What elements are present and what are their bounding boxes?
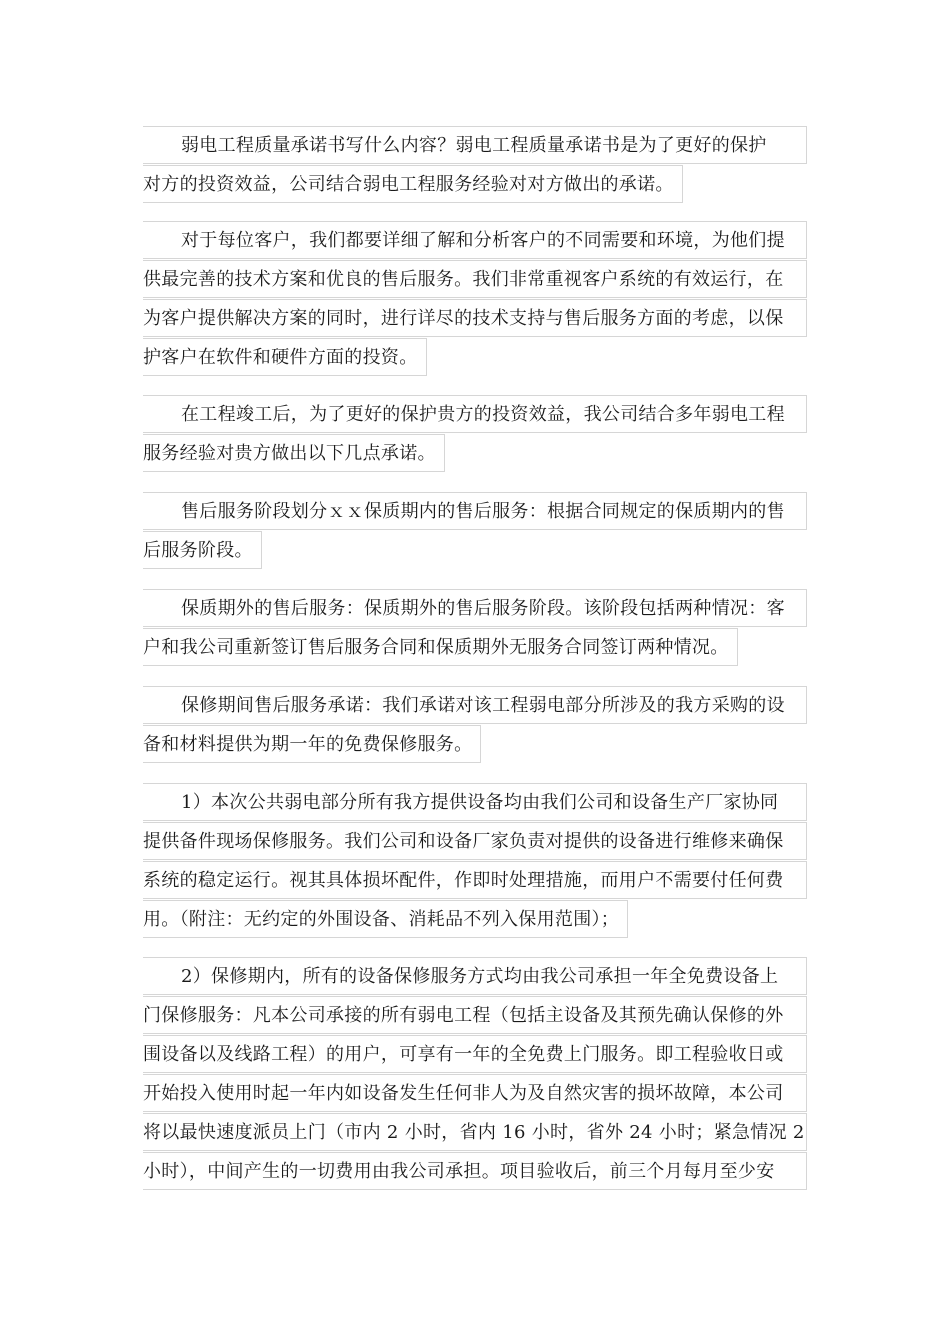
text-line: 保质期外的售后服务：保质期外的售后服务阶段。该阶段包括两种情况：客 [143,589,807,627]
text-line: 系统的稳定运行。视其具体损坏配件，作即时处理措施，而用户不需要付任何费 [143,861,807,899]
text-line: 围设备以及线路工程）的用户，可享有一年的全免费上门服务。即工程验收日或 [143,1035,807,1073]
text-line: 门保修服务：凡本公司承接的所有弱电工程（包括主设备及其预先确认保修的外 [143,996,807,1034]
text-line: 1）本次公共弱电部分所有我方提供设备均由我们公司和设备生产厂家协同 [143,783,807,821]
paragraph-intro [143,126,807,209]
text-line: 为客户提供解决方案的同时，进行详尽的技术支持与售后服务方面的考虑，以保 [143,299,807,337]
text-line: 后服务阶段。 [143,531,262,569]
text-line: 备和材料提供为期一年的免费保修服务。 [143,725,481,763]
paragraph-item-2 [143,957,807,1191]
text-line: 护客户在软件和硬件方面的投资。 [143,338,427,376]
text-line: 户和我公司重新签订售后服务合同和保质期外无服务合同签订两种情况。 [143,628,738,666]
paragraph-warranty-promise [143,686,807,769]
text-line: 售后服务阶段划分ｘｘ保质期内的售后服务：根据合同规定的保质期内的售 [143,492,807,530]
text-line: 提供备件现场保修服务。我们公司和设备厂家负责对提供的设备进行维修来确保 [143,822,807,860]
text-line: 保修期间售后服务承诺：我们承诺对该工程弱电部分所涉及的我方采购的设 [143,686,807,724]
text-line: 对于每位客户，我们都要详细了解和分析客户的不同需要和环境，为他们提 [143,221,807,259]
paragraph-completion-promise [143,395,807,478]
text-line: 小时），中间产生的一切费用由我公司承担。项目验收后，前三个月每月至少安 [143,1152,807,1190]
paragraph-out-of-warranty [143,589,807,672]
text-line: 2）保修期内，所有的设备保修服务方式均由我公司承担一年全免费设备上 [143,957,807,995]
paragraph-customer-service [143,221,807,382]
text-line: 将以最快速度派员上门（市内 2 小时，省内 16 小时，省外 24 小时；紧急情况 2 [143,1113,807,1151]
text-line: 对方的投资效益，公司结合弱电工程服务经验对对方做出的承诺。 [143,165,683,203]
text-line: 在工程竣工后，为了更好的保护贵方的投资效益，我公司结合多年弱电工程 [143,395,807,433]
paragraph-item-1 [143,783,807,944]
text-line: 供最完善的技术方案和优良的售后服务。我们非常重视客户系统的有效运行，在 [143,260,807,298]
paragraph-service-stages [143,492,807,575]
text-line: 用。（附注：无约定的外围设备、消耗品不列入保用范围）； [143,900,628,938]
text-line: 弱电工程质量承诺书写什么内容？弱电工程质量承诺书是为了更好的保护 [143,126,807,164]
text-line: 开始投入使用时起一年内如设备发生任何非人为及自然灾害的损坏故障，本公司 [143,1074,807,1112]
text-line: 服务经验对贵方做出以下几点承诺。 [143,434,445,472]
